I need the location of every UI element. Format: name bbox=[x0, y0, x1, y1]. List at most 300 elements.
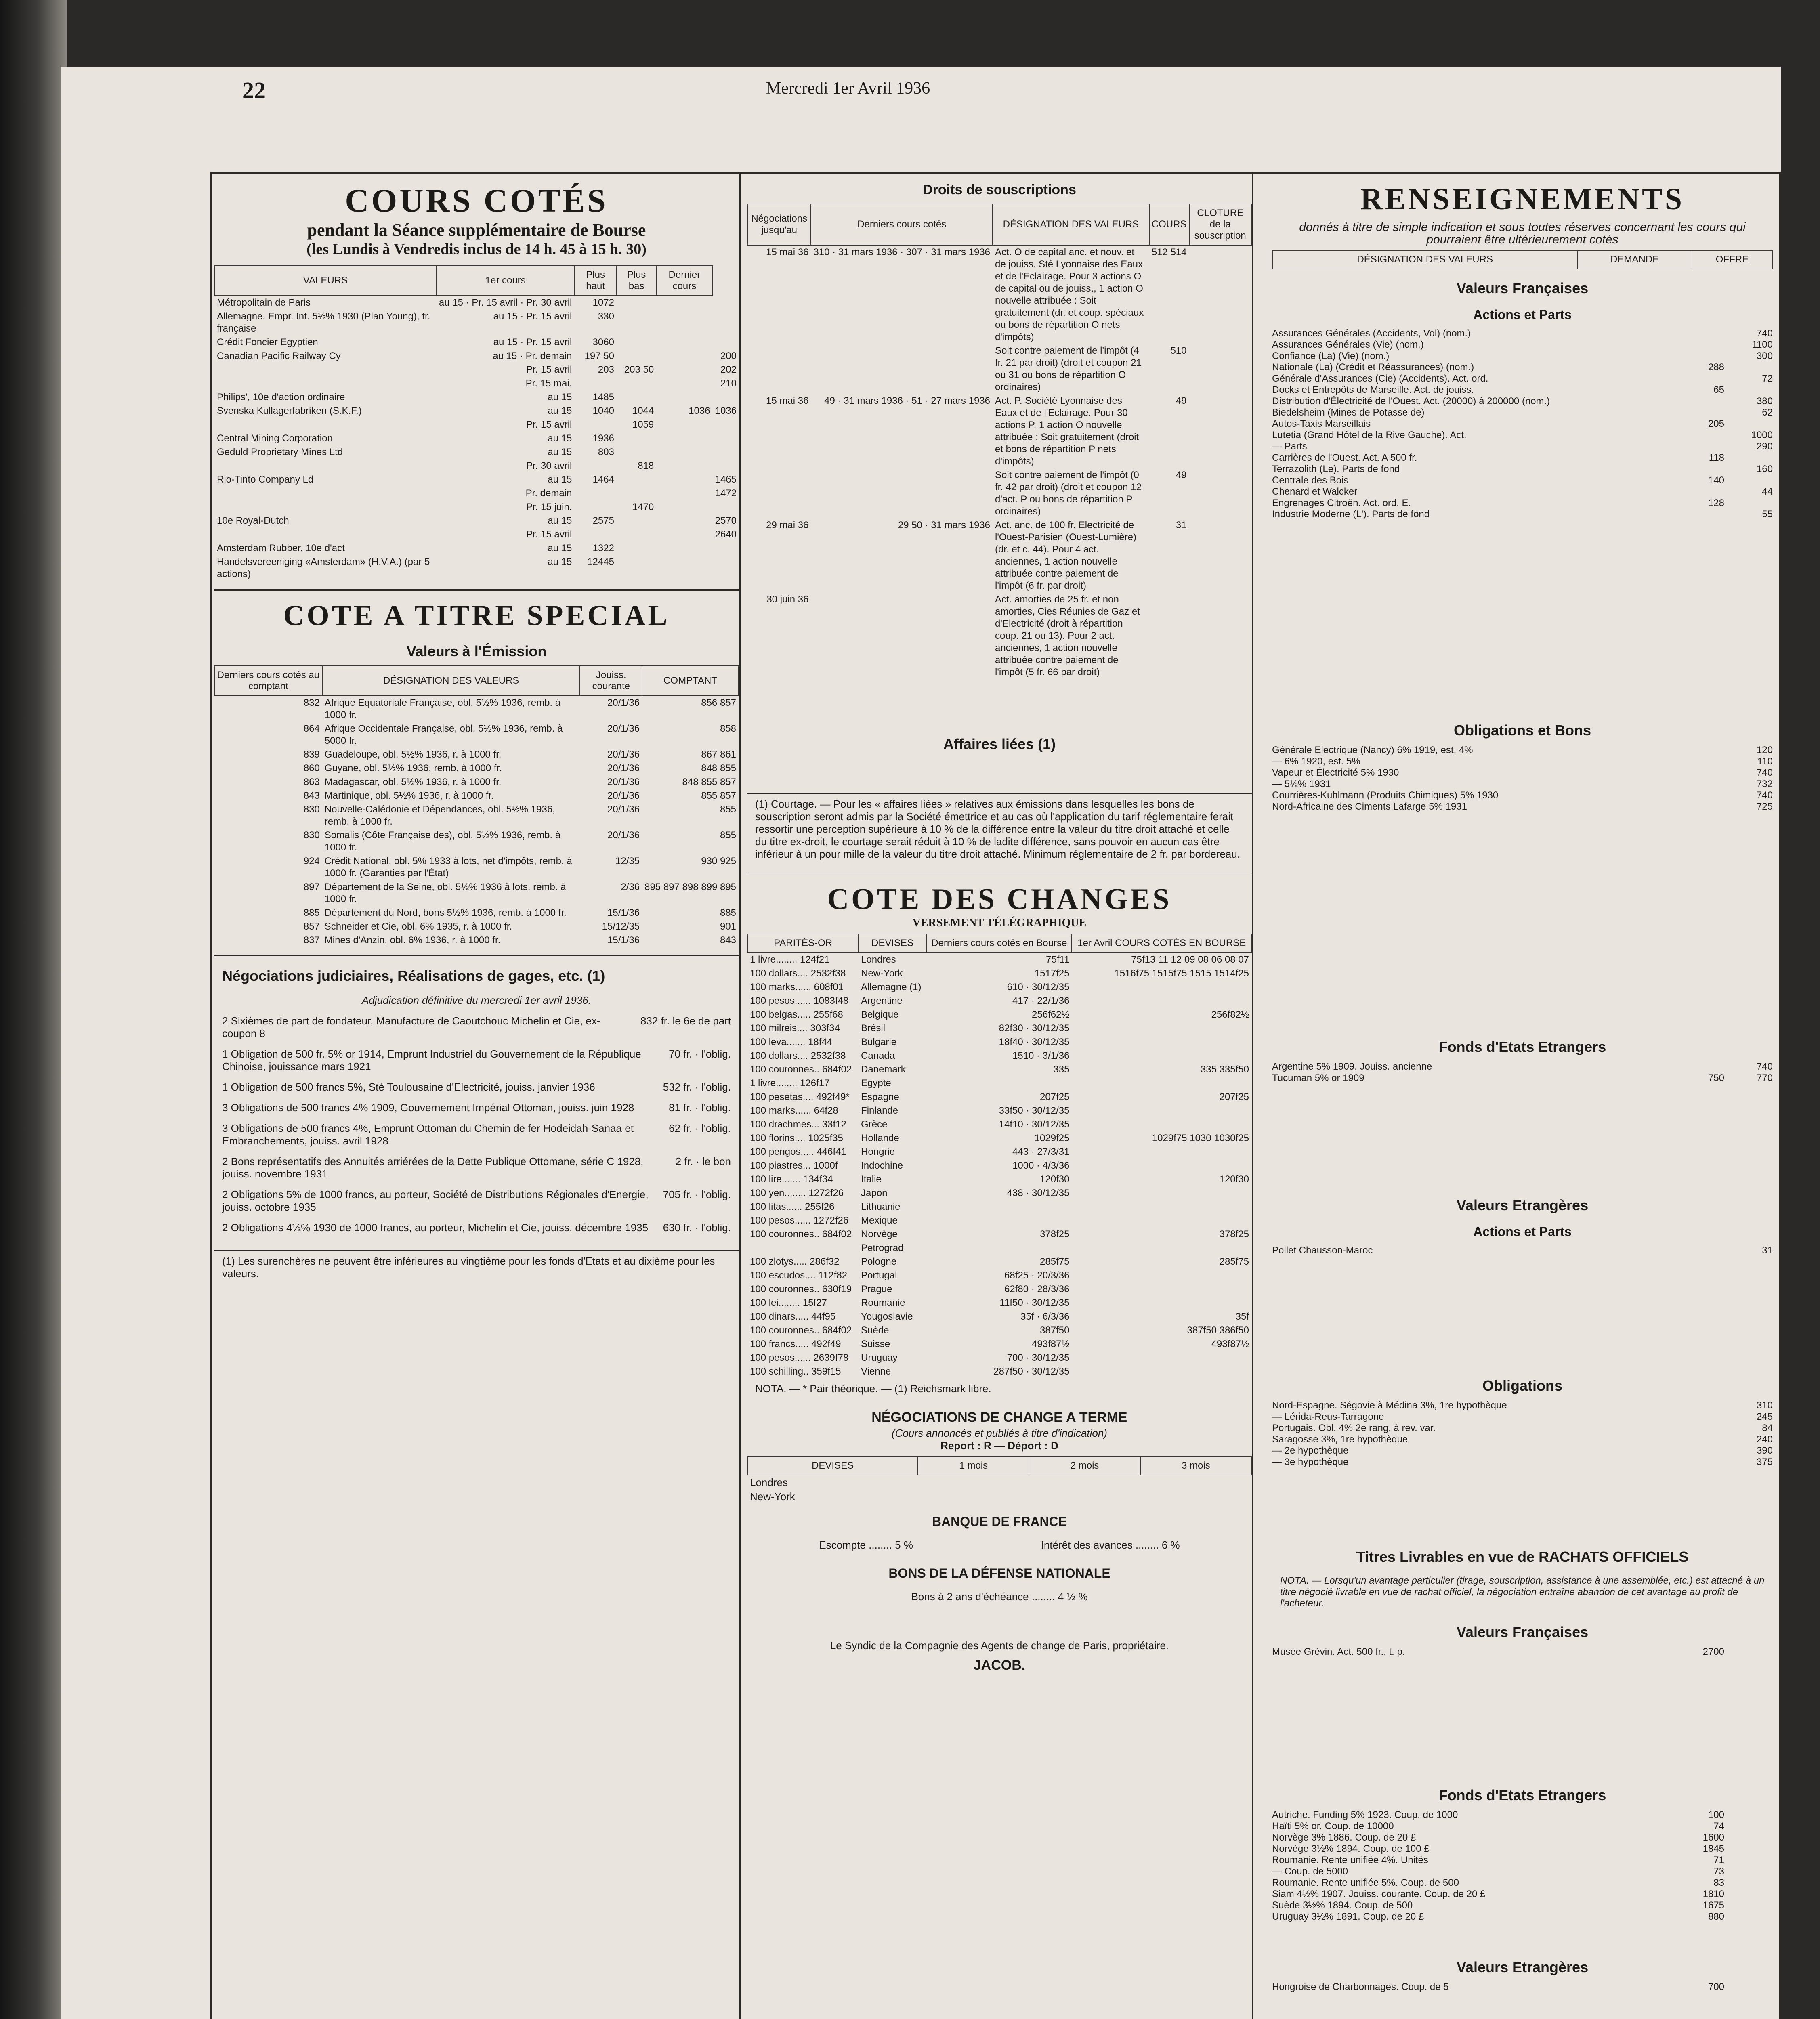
table-cell bbox=[811, 468, 993, 518]
column-header: DEMANDE bbox=[1577, 250, 1692, 269]
page-number: 22 bbox=[242, 77, 266, 103]
table-cell: 895 897 898 899 895 bbox=[644, 881, 736, 892]
table-row bbox=[747, 994, 1251, 1008]
item-demande: 140 bbox=[1708, 475, 1724, 486]
list-item bbox=[214, 1011, 739, 1044]
table-cell bbox=[617, 541, 656, 555]
table-cell bbox=[214, 418, 437, 432]
list-item bbox=[214, 1077, 739, 1098]
table-cell: 15/12/35 bbox=[602, 921, 640, 932]
table-cell: Act. amorties de 25 fr. et non amorties, Cies Réunies de Gaz et d'Electricité (droit à répartition coup. 21 ou 13). Pour 2 act. anciennes, 1 action nouvelle attribuée contre paiement de l'impôt (5 fr. 66 par droit) bbox=[995, 594, 1140, 678]
table-cell: Madagascar, obl. 5½% 1936, r. à 1000 fr. bbox=[324, 777, 502, 787]
table-cell: Métropolitain de Paris bbox=[217, 297, 311, 308]
item-name: Norvège 3½% 1894. Coup. de 100 £ bbox=[1272, 1843, 1430, 1854]
judiciaires-title: Négociations judiciaires, Réalisations de gages, etc. (1) bbox=[222, 968, 605, 984]
table-cell: Act. anc. de 100 fr. Electricité de l'Ouest-Parisien (Ouest-Lumière) (dr. et c. 44). Pour 4 act. anciennes, 1 action nouvelle attribuée contre paiement de l'impôt (6 fr. par droit) bbox=[995, 520, 1137, 591]
table-cell: 897 bbox=[303, 881, 320, 892]
table-cell bbox=[617, 310, 656, 336]
table-row bbox=[214, 404, 739, 418]
table-cell bbox=[574, 487, 617, 500]
table-cell: Allemagne (1) bbox=[861, 982, 922, 993]
list-item bbox=[1272, 745, 1773, 756]
item-name: Générale Electrique (Nancy) 6% 1919, est. 4% bbox=[1272, 745, 1473, 756]
rens-ve: Valeurs Etrangères bbox=[1456, 1197, 1589, 1213]
table-cell bbox=[656, 432, 712, 445]
item-demande: 100 bbox=[1708, 1809, 1724, 1820]
table-cell: 1 livre........ 126f17 bbox=[750, 1078, 830, 1089]
table-cell: 20/1/36 bbox=[607, 790, 640, 801]
item-values bbox=[1668, 1843, 1773, 1855]
table-cell: Roumanie bbox=[861, 1297, 905, 1308]
table-cell: 1036 bbox=[715, 405, 737, 416]
item-demande: 65 bbox=[1713, 384, 1724, 395]
table-cell: 512 514 bbox=[1151, 247, 1187, 258]
table-cell: Yougoslavie bbox=[861, 1311, 913, 1322]
item-demande: 1600 bbox=[1702, 1832, 1724, 1843]
table-cell: 120f30 bbox=[1040, 1174, 1070, 1185]
table-cell: Afrique Equatoriale Française, obl. 5½% 1936, remb. à 1000 fr. bbox=[324, 697, 561, 720]
table-cell: Uruguay bbox=[861, 1352, 898, 1363]
item-offre: 245 bbox=[1756, 1411, 1773, 1422]
table-cell: 200 bbox=[720, 350, 737, 361]
table-cell: 12/35 bbox=[615, 856, 640, 867]
table-cell: 75f13 11 12 09 08 06 08 07 bbox=[1131, 954, 1249, 965]
item-offre: 770 bbox=[1756, 1072, 1773, 1083]
item-name: — 3e hypothèque bbox=[1272, 1457, 1349, 1467]
rens-subtitle: donnés à titre de simple indication et sous toutes réserves concernant les cours qui pourraient être ultérieurement cotés bbox=[1299, 220, 1746, 246]
table-cell: 1072 bbox=[592, 297, 614, 308]
table-cell: 700 · 30/12/35 bbox=[1007, 1352, 1070, 1363]
list-item bbox=[1272, 362, 1773, 373]
table-cell: Londres bbox=[750, 1476, 788, 1488]
table-cell bbox=[656, 418, 712, 432]
table-cell bbox=[617, 555, 656, 581]
table-cell bbox=[617, 473, 656, 487]
table-cell bbox=[713, 541, 739, 555]
item-values bbox=[1668, 475, 1773, 486]
courtage-note: (1) Courtage. — Pour les « affaires liées » relatives aux émissions dans lesquelles les bons de souscription seront admis par la Société émettrice et au cas où l'application du tarif réglementaire ferait ressortir une perception supérieure à 10 % de la différence entre la valeur du titre droit attaché et celle du titre ex-droit, le courtage serait réduit à 10 % de ladite différence, sans pouvoir en aucun cas être inférieur à un pour mille de la valeur du titre droit attaché. Minimum réglementaire de 2 fr. par bordereau. bbox=[747, 793, 1252, 865]
item-values bbox=[1668, 1866, 1773, 1877]
table-cell: 1059 bbox=[632, 419, 654, 430]
item-offre: 62 bbox=[1762, 407, 1773, 418]
column-header: 3 mois bbox=[1140, 1457, 1251, 1475]
item-values bbox=[1668, 756, 1773, 767]
table-cell: au 15 bbox=[548, 447, 572, 458]
table-row bbox=[214, 906, 739, 920]
table-cell: Pr. 15 mai. bbox=[525, 378, 572, 389]
table-cell bbox=[713, 445, 739, 459]
table-cell: 82f30 · 30/12/35 bbox=[999, 1023, 1070, 1034]
list-item bbox=[214, 1184, 739, 1217]
table-cell bbox=[713, 459, 739, 473]
table-cell: Département de la Seine, obl. 5½% 1936 à lots, remb. à 1000 fr. bbox=[324, 881, 566, 905]
table-cell bbox=[656, 310, 712, 336]
item-values bbox=[1668, 1445, 1773, 1457]
table-cell: 207f25 bbox=[1219, 1091, 1249, 1102]
table-cell: 10e Royal-Dutch bbox=[217, 515, 289, 526]
list-item bbox=[1272, 441, 1773, 452]
column-header: COURS bbox=[1149, 204, 1189, 245]
table-cell bbox=[574, 459, 617, 473]
table-cell: 1465 bbox=[715, 474, 737, 485]
table-cell bbox=[713, 310, 739, 336]
table-cell: 100 dollars.... 2532f38 bbox=[750, 1050, 846, 1061]
list-item bbox=[1272, 1400, 1773, 1411]
item-values bbox=[1668, 1245, 1773, 1256]
table-cell: Crédit Foncier Egyptien bbox=[217, 337, 318, 348]
table-cell: 207f25 bbox=[1040, 1091, 1070, 1102]
bdf-avances: Intérêt des avances ........ 6 % bbox=[1041, 1539, 1180, 1551]
table-cell: 843 bbox=[720, 935, 736, 946]
list-item bbox=[214, 1151, 739, 1184]
table-cell: 438 · 30/12/35 bbox=[1007, 1188, 1070, 1198]
table-cell: Suisse bbox=[861, 1339, 890, 1349]
list-item bbox=[1272, 756, 1773, 767]
table-cell bbox=[1072, 1241, 1251, 1255]
table-cell: 3060 bbox=[592, 337, 614, 348]
special-title: COTE A TITRE SPECIAL bbox=[283, 599, 670, 632]
table-cell: 18f40 · 30/12/35 bbox=[999, 1037, 1070, 1047]
table-cell: 1000 · 4/3/36 bbox=[1012, 1160, 1070, 1171]
judiciaires-footnote: (1) Les surenchères ne peuvent être inférieures au vingtième pour les fonds d'Etats et au dixième pour les valeurs. bbox=[214, 1250, 739, 1284]
table-cell: Indochine bbox=[861, 1160, 903, 1171]
table-row bbox=[747, 593, 1251, 679]
book-binding bbox=[0, 0, 67, 2019]
list-item bbox=[1272, 1832, 1773, 1843]
table-row bbox=[214, 748, 739, 762]
item-demande: 288 bbox=[1708, 362, 1724, 373]
page-date: Mercredi 1er Avril 1936 bbox=[766, 79, 930, 98]
item-demande: 2700 bbox=[1702, 1646, 1724, 1657]
table-cell: 120f30 bbox=[1219, 1174, 1249, 1185]
item-values bbox=[1668, 1072, 1773, 1084]
item-values bbox=[1668, 418, 1773, 430]
table-cell: 863 bbox=[303, 777, 320, 787]
item-name: Docks et Entrepôts de Marseille. Act. de jouiss. bbox=[1272, 384, 1474, 395]
table-cell: Afrique Occidentale Française, obl. 5½% 1936, remb. à 5000 fr. bbox=[324, 723, 563, 746]
item-offre: 31 bbox=[1762, 1245, 1773, 1256]
list-item bbox=[1272, 1434, 1773, 1445]
list-item bbox=[1272, 339, 1773, 350]
table-cell: au 15 · Pr. 15 avril bbox=[493, 337, 572, 348]
table-cell: 202 bbox=[720, 364, 737, 375]
item-name: Hongroise de Charbonnages. Coup. de 5 bbox=[1272, 1981, 1449, 1992]
table-cell bbox=[656, 541, 712, 555]
list-item bbox=[1272, 452, 1773, 464]
table-cell: 287f50 · 30/12/35 bbox=[993, 1366, 1070, 1377]
table-cell: 443 · 27/3/31 bbox=[1012, 1146, 1070, 1157]
table-cell: 1029f25 bbox=[1034, 1133, 1070, 1144]
item-price: 630 fr. · l'oblig. bbox=[663, 1221, 731, 1234]
list-item bbox=[1272, 1900, 1773, 1911]
table-cell bbox=[1072, 1200, 1251, 1214]
table-cell bbox=[713, 390, 739, 404]
item-name: Assurances Générales (Accidents, Vol) (nom.) bbox=[1272, 328, 1471, 339]
list-item bbox=[1272, 779, 1773, 790]
table-cell: 1044 bbox=[632, 405, 654, 416]
table-row bbox=[747, 1145, 1251, 1159]
list-item bbox=[1272, 1877, 1773, 1889]
cours-subtitle-1: pendant la Séance supplémentaire de Bourse bbox=[307, 220, 646, 240]
table-cell: 100 marks...... 608f01 bbox=[750, 982, 844, 993]
table-cell: 885 bbox=[303, 907, 320, 918]
table-cell: 100 milreis.... 303f34 bbox=[750, 1023, 840, 1034]
table-cell: Lithuanie bbox=[861, 1201, 901, 1212]
bons-line: Bons à 2 ans d'échéance ........ 4 ½ % bbox=[911, 1591, 1088, 1603]
table-cell: 867 861 bbox=[701, 749, 736, 760]
table-cell: 49 bbox=[1176, 395, 1187, 406]
table-cell: 830 bbox=[303, 804, 320, 815]
list-item bbox=[1272, 1072, 1773, 1084]
table-cell bbox=[617, 296, 656, 310]
table-cell: 35f · 6/3/36 bbox=[1020, 1311, 1070, 1322]
item-values bbox=[1668, 384, 1773, 396]
rachats-etr-list bbox=[1272, 1981, 1773, 1993]
table-row bbox=[214, 310, 739, 336]
table-cell: Soit contre paiement de l'impôt (4 fr. 21 par droit) (droit et coupon 21 ou 31 ou bons de répartition O ordinaires) bbox=[995, 345, 1142, 392]
item-values bbox=[1668, 339, 1773, 350]
item-name: Générale d'Assurances (Cie) (Accidents). Act. ord. bbox=[1272, 373, 1488, 384]
table-cell: 197 50 bbox=[584, 350, 614, 361]
list-item bbox=[1272, 1646, 1773, 1658]
table-cell: Pr. 15 avril bbox=[526, 419, 572, 430]
item-offre: 740 bbox=[1756, 790, 1773, 801]
item-demande: 1675 bbox=[1702, 1900, 1724, 1911]
rachats-fonds-list bbox=[1272, 1809, 1773, 1922]
table-cell: 100 leva....... 18f44 bbox=[750, 1037, 833, 1047]
list-item bbox=[214, 1044, 739, 1077]
list-item bbox=[1272, 1061, 1773, 1072]
list-item bbox=[1272, 1981, 1773, 1993]
table-row bbox=[747, 1035, 1251, 1049]
table-cell: 29 mai 36 bbox=[766, 520, 809, 531]
table-cell bbox=[617, 432, 656, 445]
column-header: Plus haut bbox=[574, 266, 617, 296]
item-values bbox=[1668, 1061, 1773, 1072]
item-offre: 740 bbox=[1756, 1061, 1773, 1072]
table-cell: Act. P. Société Lyonnaise des Eaux et de l'Eclairage. Pour 30 actions P, 1 action O nouvelle attribuée : Soit gratuitement (droit et bons de répartition P nets d'impôts) bbox=[995, 395, 1139, 467]
column-header: PARITÉS-OR bbox=[747, 934, 859, 953]
table-cell: Espagne bbox=[861, 1091, 899, 1102]
table-cell bbox=[1029, 1475, 1140, 1490]
table-row bbox=[214, 363, 739, 377]
table-cell bbox=[1140, 1475, 1251, 1490]
list-item bbox=[1272, 1411, 1773, 1423]
table-cell bbox=[1072, 1035, 1251, 1049]
table-cell: 20/1/36 bbox=[607, 749, 640, 760]
rachats-title: Titres Livrables en vue de RACHATS OFFICIELS bbox=[1356, 1549, 1689, 1565]
table-row bbox=[747, 1351, 1251, 1365]
table-cell: 1 livre........ 124f21 bbox=[750, 954, 830, 965]
item-offre: 1100 bbox=[1752, 339, 1773, 350]
item-name: — Lérida-Reus-Tarragone bbox=[1272, 1411, 1384, 1422]
table-cell: 1485 bbox=[592, 392, 614, 403]
list-item bbox=[1272, 801, 1773, 812]
rens-title: RENSEIGNEMENTS bbox=[1360, 182, 1684, 216]
table-cell: 100 dollars.... 2532f38 bbox=[750, 968, 846, 979]
item-name: Siam 4½% 1907. Jouiss. courante. Coup. de 20 £ bbox=[1272, 1889, 1486, 1899]
list-item bbox=[214, 1217, 739, 1238]
table-cell: Pr. 15 avril bbox=[526, 364, 572, 375]
table-row bbox=[214, 459, 739, 473]
item-name: Norvège 3% 1886. Coup. de 20 £ bbox=[1272, 1832, 1416, 1843]
table-cell: 1472 bbox=[715, 488, 737, 499]
item-values bbox=[1668, 1457, 1773, 1468]
item-price: 705 fr. · l'oblig. bbox=[663, 1188, 731, 1200]
table-cell: Guyane, obl. 5½% 1936, remb. à 1000 fr. bbox=[324, 763, 502, 774]
item-offre: 380 bbox=[1756, 396, 1773, 407]
table-cell bbox=[1072, 1214, 1251, 1228]
table-cell: Japon bbox=[861, 1188, 888, 1198]
item-name: Tucuman 5% or 1909 bbox=[1272, 1072, 1364, 1083]
table-row bbox=[214, 445, 739, 459]
column-header: Plus bas bbox=[617, 266, 656, 296]
item-values bbox=[1668, 373, 1773, 384]
table-cell: 1516f75 1515f75 1515 1514f25 bbox=[1114, 968, 1249, 979]
item-name: Terrazolith (Le). Parts de fond bbox=[1272, 464, 1400, 474]
table-cell bbox=[1072, 1269, 1251, 1282]
list-item bbox=[1272, 396, 1773, 407]
item-name: Carrières de l'Ouest. Act. A 500 fr. bbox=[1272, 452, 1417, 463]
table-cell: au 15 bbox=[548, 543, 572, 554]
table-cell bbox=[747, 1241, 859, 1255]
table-cell bbox=[656, 473, 712, 487]
table-cell: 2640 bbox=[715, 529, 737, 540]
table-cell: 49 · 31 mars 1936 · 51 · 27 mars 1936 bbox=[824, 395, 990, 406]
table-cell: 14f10 · 30/12/35 bbox=[999, 1119, 1070, 1130]
table-cell: 335 bbox=[1053, 1064, 1070, 1075]
item-offre: 725 bbox=[1756, 801, 1773, 812]
item-values bbox=[1668, 509, 1773, 520]
table-cell: Philips', 10e d'action ordinaire bbox=[217, 392, 345, 403]
table-row bbox=[747, 1365, 1251, 1379]
table-cell: 803 bbox=[598, 447, 614, 458]
table-cell bbox=[656, 363, 712, 377]
table-cell: 1936 bbox=[592, 433, 614, 444]
table-cell: 1510 · 3/1/36 bbox=[1012, 1050, 1070, 1061]
item-name: Haïti 5% or. Coup. de 10000 bbox=[1272, 1821, 1394, 1832]
item-name: — Parts bbox=[1272, 441, 1307, 452]
table-cell: 924 bbox=[303, 856, 320, 867]
item-values bbox=[1668, 1911, 1773, 1922]
list-item bbox=[1272, 430, 1773, 441]
table-row bbox=[214, 500, 739, 514]
table-cell bbox=[617, 377, 656, 390]
table-cell: 830 bbox=[303, 830, 320, 841]
table-row bbox=[747, 468, 1251, 518]
table-cell: 2/36 bbox=[621, 881, 640, 892]
table-cell: Pr. demain bbox=[525, 488, 572, 499]
table-cell: 2575 bbox=[592, 515, 614, 526]
table-cell bbox=[713, 432, 739, 445]
table-cell: 378f25 bbox=[1219, 1229, 1249, 1240]
table-cell: 1464 bbox=[592, 474, 614, 485]
table-cell: 1029f75 1030 1030f25 bbox=[1152, 1133, 1249, 1144]
item-values bbox=[1668, 1981, 1773, 1993]
item-name: Biedelsheim (Mines de Potasse de) bbox=[1272, 407, 1425, 418]
item-values bbox=[1668, 486, 1773, 497]
list-item bbox=[1272, 350, 1773, 362]
item-values bbox=[1668, 328, 1773, 339]
item-values bbox=[1668, 767, 1773, 779]
table-cell: 11f50 · 30/12/35 bbox=[999, 1297, 1070, 1308]
list-item bbox=[1272, 418, 1773, 430]
item-values bbox=[1668, 497, 1773, 509]
column-header: OFFRE bbox=[1692, 250, 1772, 269]
terme-sub: (Cours annoncés et publiés à titre d'indication) bbox=[892, 1427, 1107, 1439]
table-row bbox=[747, 1200, 1251, 1214]
list-item bbox=[1272, 1855, 1773, 1866]
item-values bbox=[1668, 801, 1773, 812]
table-row bbox=[214, 829, 739, 854]
table-cell: 100 florins.... 1025f35 bbox=[750, 1133, 843, 1144]
table-cell: 20/1/36 bbox=[607, 804, 640, 815]
table-cell: New-York bbox=[861, 968, 903, 979]
item-name: Roumanie. Rente unifiée 4%. Unités bbox=[1272, 1855, 1428, 1866]
table-row bbox=[747, 245, 1251, 344]
bdf-title: BANQUE DE FRANCE bbox=[932, 1514, 1067, 1529]
table-cell: 832 bbox=[303, 697, 320, 708]
table-cell bbox=[713, 500, 739, 514]
rens-ap: Actions et Parts bbox=[1473, 307, 1572, 322]
table-row bbox=[747, 1282, 1251, 1296]
table-cell: 100 marks...... 64f28 bbox=[750, 1105, 838, 1116]
table-row bbox=[747, 1008, 1251, 1022]
table-row bbox=[747, 1159, 1251, 1173]
item-name: Uruguay 3½% 1891. Coup. de 20 £ bbox=[1272, 1911, 1424, 1922]
table-cell bbox=[617, 528, 656, 541]
table-cell: Mexique bbox=[861, 1215, 898, 1226]
item-values bbox=[1668, 1434, 1773, 1445]
column-header: DÉSIGNATION DES VALEURS bbox=[322, 666, 580, 696]
item-values bbox=[1668, 350, 1773, 362]
item-offre: 290 bbox=[1756, 441, 1773, 452]
item-values bbox=[1668, 452, 1773, 464]
table-cell: Pr. 15 juin. bbox=[526, 502, 572, 512]
rens-fonds-list bbox=[1272, 1061, 1773, 1084]
item-values bbox=[1668, 396, 1773, 407]
item-name: Vapeur et Électricité 5% 1930 bbox=[1272, 767, 1399, 778]
table-cell: au 15 bbox=[548, 515, 572, 526]
rachats-note: NOTA. — Lorsqu'un avantage particulier (tirage, souscription, assistance à une assemblée, etc.) est attaché à un titre négocié livrable en vue de rachat officiel, la négociation entraîne abandon de cet avantage au profit de l'acheteur. bbox=[1280, 1575, 1765, 1609]
table-cell bbox=[926, 1241, 1072, 1255]
table-row bbox=[214, 528, 739, 541]
list-item bbox=[1272, 373, 1773, 384]
judiciaires-sub: Adjudication définitive du mercredi 1er avril 1936. bbox=[362, 994, 591, 1006]
item-name: Saragosse 3%, 1re hypothèque bbox=[1272, 1434, 1408, 1445]
syndic-name: JACOB. bbox=[973, 1658, 1026, 1673]
column-header: 1 mois bbox=[918, 1457, 1029, 1475]
table-cell: Pologne bbox=[861, 1256, 897, 1267]
item-offre: 55 bbox=[1762, 509, 1773, 520]
table-cell: 100 couronnes.. 684f02 bbox=[750, 1229, 852, 1240]
table-cell bbox=[656, 296, 712, 310]
item-offre: 375 bbox=[1756, 1457, 1773, 1467]
table-row bbox=[747, 1118, 1251, 1131]
item-values bbox=[1668, 1809, 1773, 1821]
table-row bbox=[214, 349, 739, 363]
item-name: Nationale (La) (Crédit et Réassurances) (nom.) bbox=[1272, 362, 1474, 373]
table-cell: 856 857 bbox=[701, 697, 736, 708]
table-row bbox=[747, 1269, 1251, 1282]
item-offre: 84 bbox=[1762, 1423, 1773, 1433]
table-cell: Handelsvereeniging «Amsterdam» (H.V.A.) (par 5 actions) bbox=[217, 556, 430, 579]
table-cell: Portugal bbox=[861, 1270, 897, 1281]
table-cell: Département du Nord, bons 5½% 1936, remb. à 1000 fr. bbox=[324, 907, 567, 918]
table-cell: 378f25 bbox=[1040, 1229, 1070, 1240]
emission-heading: Valeurs à l'Émission bbox=[406, 643, 547, 659]
table-row bbox=[214, 696, 739, 722]
